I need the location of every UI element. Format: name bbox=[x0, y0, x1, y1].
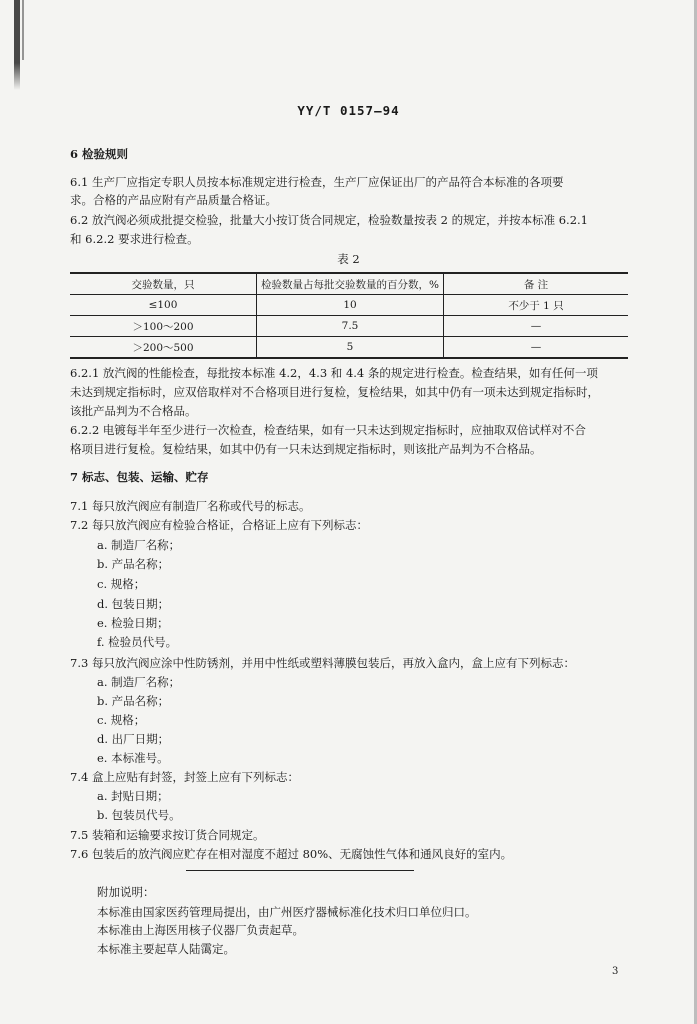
list-item: a. 制造厂名称； bbox=[97, 538, 181, 552]
list-item: f. 检验员代号。 bbox=[97, 635, 178, 649]
table-cell: — bbox=[444, 337, 629, 359]
clause-7-1: 7.1 每只放汽阀应有制造厂名称或代号的标志。 bbox=[70, 499, 311, 513]
notes-line: 本标准由国家医药管理局提出，由广州医疗器械标准化技术归口单位归口。 bbox=[97, 905, 477, 919]
table-header-cell: 检验数量占每批交验数量的百分数，% bbox=[257, 273, 444, 295]
notes-line: 本标准主要起草人陆霭定。 bbox=[97, 942, 235, 956]
clause-7-6: 7.6 包装后的放汽阀应贮存在相对湿度不超过 80%、无腐蚀性气体和通风良好的室内。 bbox=[70, 847, 513, 861]
clause-7-5: 7.5 装箱和运输要求按订货合同规定。 bbox=[70, 828, 265, 842]
table-2 bbox=[70, 272, 628, 359]
page-number: 3 bbox=[612, 966, 619, 977]
clause-6-2-2-line-1: 6.2.2 电镀每半年至少进行一次检查，检查结果，如有一只未达到规定指标时，应抽取双倍试样对不合 bbox=[70, 423, 586, 437]
list-item: b. 产品名称； bbox=[97, 557, 170, 571]
list-item: b. 包装员代号。 bbox=[97, 808, 181, 822]
list-item: d. 包装日期； bbox=[97, 597, 170, 611]
notes-title: 附加说明： bbox=[97, 885, 155, 899]
table-header-cell: 交验数量，只 bbox=[70, 273, 257, 295]
table-cell: 10 bbox=[257, 295, 444, 316]
table-row bbox=[70, 316, 628, 337]
list-item: c. 规格； bbox=[97, 713, 146, 727]
table-cell: ＞200～500 bbox=[70, 337, 257, 359]
standard-code: YY/T 0157—94 bbox=[297, 103, 400, 118]
table-cell: — bbox=[444, 316, 629, 337]
table-cell: 5 bbox=[257, 337, 444, 359]
list-item: c. 规格； bbox=[97, 577, 146, 591]
clause-6-2-line-2: 和 6.2.2 要求进行检查。 bbox=[70, 232, 199, 246]
table-header-cell: 备 注 bbox=[444, 273, 629, 295]
section-7-heading: 7 标志、包装、运输、贮存 bbox=[70, 470, 209, 484]
list-item: a. 封贴日期； bbox=[97, 789, 169, 803]
list-item: e. 检验日期； bbox=[97, 616, 169, 630]
list-item: b. 产品名称； bbox=[97, 694, 170, 708]
separator-line bbox=[186, 870, 414, 871]
clause-6-2-2-line-2: 格项目进行复检。复检结果，如其中仍有一只未达到规定指标时，则该批产品判为不合格品。 bbox=[70, 442, 542, 456]
notes-line: 本标准由上海医用核子仪器厂负责起草。 bbox=[97, 923, 304, 937]
clause-6-2-1-line-1: 6.2.1 放汽阀的性能检查，每批按本标准 4.2，4.3 和 4.4 条的规定进行检查。检查结果，如有任何一项 bbox=[70, 366, 598, 380]
table-row bbox=[70, 295, 628, 316]
list-item: a. 制造厂名称； bbox=[97, 675, 181, 689]
list-item: e. 本标准号。 bbox=[97, 751, 169, 765]
clause-6-2-line-1: 6.2 放汽阀必须成批提交检验，批量大小按订货合同规定，检验数量按表 2 的规定，并按本标准 6.2.1 bbox=[70, 213, 588, 227]
section-6-heading: 6 检验规则 bbox=[70, 147, 129, 161]
clause-7-4: 7.4 盒上应贴有封签，封签上应有下列标志： bbox=[70, 770, 299, 784]
table-cell: 7.5 bbox=[257, 316, 444, 337]
scan-artifact bbox=[22, 0, 24, 60]
clause-7-3: 7.3 每只放汽阀应涂中性防锈剂，并用中性纸或塑料薄膜包装后，再放入盒内，盒上应有下列标志： bbox=[70, 656, 575, 670]
table-cell: ≤100 bbox=[70, 295, 257, 316]
list-item: d. 出厂日期； bbox=[97, 732, 170, 746]
clause-6-2-1-line-2: 未达到规定指标时，应双倍取样对不合格项目进行复检，复检结果，如其中仍有一项未达到规定指标时， bbox=[70, 385, 599, 399]
scan-artifact bbox=[14, 0, 20, 90]
clause-7-2: 7.2 每只放汽阀应有检验合格证，合格证上应有下列标志： bbox=[70, 518, 368, 532]
clause-6-2-1-line-3: 该批产品判为不合格品。 bbox=[70, 404, 197, 418]
table-header-row bbox=[70, 273, 628, 295]
table-2-title: 表 2 bbox=[337, 252, 360, 266]
table-cell: ＞100～200 bbox=[70, 316, 257, 337]
table-row bbox=[70, 337, 628, 359]
clause-6-1-line-2: 求。合格的产品应附有产品质量合格证。 bbox=[70, 193, 277, 207]
clause-6-1-line-1: 6.1 生产厂应指定专职人员按本标准规定进行检查，生产厂应保证出厂的产品符合本标准的各项要 bbox=[70, 175, 564, 189]
table-cell: 不少于 1 只 bbox=[444, 295, 629, 316]
